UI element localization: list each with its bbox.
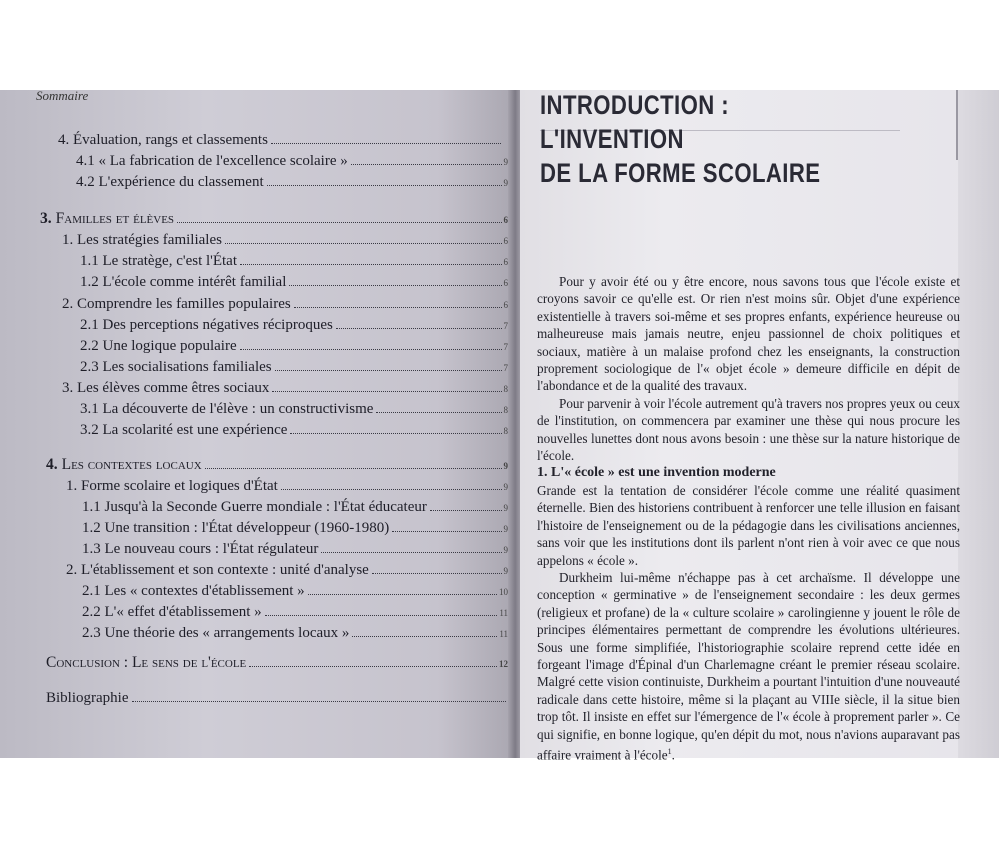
margin-rule — [956, 90, 958, 160]
chapter-title: INTRODUCTION : L'INVENTION DE LA FORME SCOLAIRE — [540, 90, 821, 188]
paragraph: Durkheim lui-même n'échappe pas à cet archaïsme. Il développe une conception « germinative » de l'enseignement secondaire : les deux germes (religieux et profane) de la « culture scolaire » carolingienne y jouent le rôle de principes élémentaires permettant de comprendre les évolutions ultérieures. Sous une forme simplifiée, l'historiographie scolaire reprend cette idée en forgeant l'image d'Épinal d'un Charlemagne créant le premier réseau scolaire. Malgré cette vision continuiste, Durkheim a pourtant l'intuition d'une nouveauté radicale dans cette histoire, même si la plaçant au VIIIe siècle, il la situe bien trop tôt. Il insiste en effet sur l'émergence de l'« école à proprement parler ». Ce qui signifie, en bonne logique, qu'en dépit du mot, nous n'avions auparavant pas affaire vraiment à l'école$^1$. — [537, 569, 960, 763]
toc-item: 1.2 L'école comme intérêt familial 6 — [80, 274, 508, 290]
toc-item: 1.2 Une transition : l'État développeur (1960-1980) 9 — [82, 520, 508, 536]
toc-item: Bibliographie — [46, 690, 508, 707]
footnote-ref: 1 — [667, 746, 672, 756]
toc-item: 1.1 Le stratège, c'est l'État 6 — [80, 253, 508, 269]
page-edge — [958, 90, 999, 758]
toc-item: 2.2 Une logique populaire 7 — [80, 338, 508, 354]
toc-item: 3. Les élèves comme êtres sociaux 8 — [62, 380, 508, 396]
toc-part: Conclusion : Le sens de l'école 12 — [46, 654, 508, 671]
toc-item: 3.1 La découverte de l'élève : un constructivisme 8 — [80, 401, 508, 417]
toc-item: 1.1 Jusqu'à la Seconde Guerre mondiale : l'État éducateur 9 — [82, 499, 508, 515]
toc-item: 2.1 Les « contextes d'établissement » 10 — [82, 583, 508, 599]
body-text — [537, 273, 960, 764]
toc-item: 1. Forme scolaire et logiques d'État 9 — [66, 478, 508, 494]
toc-item: 2. Comprendre les familles populaires 6 — [62, 296, 508, 312]
toc-item: 4. Évaluation, rangs et classements — [58, 132, 503, 149]
toc-part: 3. Familles et élèves 6 — [40, 210, 508, 227]
toc-part: 4. Les contextes locaux 9 — [46, 456, 508, 473]
toc-item: 4.2 L'expérience du classement 9 — [76, 174, 508, 190]
paragraph: Grande est la tentation de considérer l'école comme une réalité quasiment éternelle. Bien des historiens contribuent à renforcer une telle illusion en faisant l'histoire de l'enseignement ou de la pédagogie dans les civilisations anciennes, sans voir que les institutions dont ils parlent n'ont rien à voir avec ce que nous appelons « école ». — [537, 482, 960, 568]
paragraph: Pour y avoir été ou y être encore, nous savons tous que l'école existe et croyons savoir ce qu'elle est. Or rien n'est moins sûr. Objet d'une expérience existentielle à travers soi-même et ses propres enfants, expérience heureuse ou malheureuse mais jamais neutre, enjeu passionnel de choix politiques et sociaux, matière à un malaise profond chez les enseignants, la construction proprement sociologique de l'« objet école » demeure difficile en dépit de l'abondance et de la qualité des travaux. — [537, 274, 960, 394]
toc-item: 2.2 L'« effet d'établissement » 11 — [82, 604, 508, 620]
toc-item: 1. Les stratégies familiales 6 — [62, 232, 508, 248]
toc-item: 2. L'établissement et son contexte : unité d'analyse 9 — [66, 562, 508, 578]
paragraph: Pour parvenir à voir l'école autrement qu'à travers nos propres yeux ou ceux de l'institution, on commencera par examiner une thèse qui nous procure les nouvelles lunettes dont nous avons besoin : une thèse sur la nature historique de l'école. — [537, 395, 960, 464]
toc-item: 4.1 « La fabrication de l'excellence scolaire » 9 — [76, 153, 508, 169]
toc-item: 3.2 La scolarité est une expérience 8 — [80, 422, 508, 438]
toc-item: 2.1 Des perceptions négatives réciproques 7 — [80, 317, 508, 333]
section-heading: 1. L'« école » est une invention moderne — [537, 465, 776, 481]
toc-item: 2.3 Les socialisations familiales 7 — [80, 359, 508, 375]
running-head: Sommaire — [36, 90, 89, 103]
toc-item: 1.3 Le nouveau cours : l'État régulateur 9 — [82, 541, 508, 557]
toc-item: 2.3 Une théorie des « arrangements locaux » 11 — [82, 625, 508, 641]
